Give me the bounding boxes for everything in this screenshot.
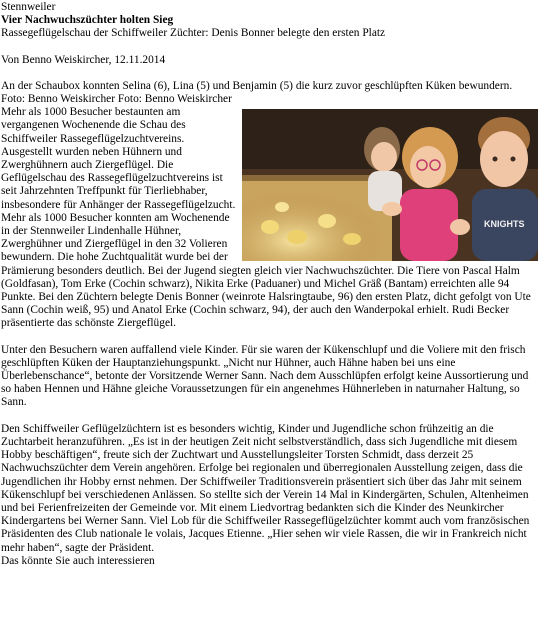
paragraph-text: Mehr als 1000 Besucher bestaunten am vergangenen Wochenende die Schau des Schiffweiler Rassegeflügelzuchtvereins. Ausgestellt wurden neben Hühnern und Zwerghühnern auch Ziergeflügel. Die Geflügelschau des Rassegeflügelzuchtvereins ist seit Jahrzehnten Treffpunkt für Tierliebhaber, insbesondere für Anhänger der Rassegeflügelzucht. Mehr als 1000 Besucher konnten am Wochenende in der Stennweiler Lindenhalle Hühner, Zwerghühner und Ziergeflügel in den 32 Volieren bewundern. Die hohe Zuchtqualität wurde bei der Prämierung besonders deutlich. Bei der Jugend siegten gleich vier Nachwuchszüchter. Die Tiere von Pascal Halm (Goldfasan), Tom Erke (Cochin schwarz), Nikita Erke (Paduaner) und Michel Gräß (Bantam) erreichten alle 94 Punkte. Bei den Züchtern belegte Denis Bonner (weinrote Halsringtaube, 96) den ersten Platz, dicht gefolgt von Ute Sann (Cochin weiß, 95) und Anatol Erke (Cochin schwarz, 94), der auch den Wanderpokal erhielt. Rudi Becker präsentierte das schönste Ziergeflügel. [1,106,531,330]
article-paragraph-1 [1,106,538,330]
article-subheadline: Rassegeflügelschau der Schiffweiler Züchter: Denis Bonner belegte den ersten Platz [1,27,386,40]
article [1,0,538,568]
photo-credit: Foto: Benno Weiskircher Foto: Benno Weiskircher [1,93,232,106]
article-paragraph-2: Unter den Besuchern waren auffallend viele Kinder. Für sie waren der Kükenschlupf und die Voliere mit den frisch geschlüpften Küken der Hauptanziehungspunkt. „Nicht nur Hühner, auch Hähne haben bei uns eine Überlebenschance“, betonte der Vorsitzende Werner Sann. Nach dem Ausschlüpfen erfolgt keine Aussortierung und so haben Hennen und Hähne gleiche Voraussetzungen für ein angenehmes Hühnerleben in naturnaher Haltung, so Sann. [1,343,529,409]
article-paragraph-3: Den Schiffweiler Geflügelzüchtern ist es besonders wichtig, Kinder und Jugendliche schon frühzeitig an die Zuchtarbeit heranzuführen. „Es ist in der heutigen Zeit nicht selbstverständlich, dass sich Jugendliche mit diesem Hobby beschäftigen“, freute sich der Zuchtwart und Ausstellungsleiter Torsten Schmidt, dass derzeit 25 Nachwuchszüchter dem Verein angehören. Erfolge bei regionalen und überregionalen Ausstellung zeigen, dass die Jugendlichen ihr Hobby ernst nehmen. Der Schiffweiler Traditionsverein präsentiert sich über das Jahr mit seinem Kükenschlupf bei verschiedenen Anlässen. So stellte sich der Verein 14 Mal in Kindergärten, Schulen, Altenheimen und bei Ferienfreizeiten der Gemeinde vor. Mit einem Liedvortrag bedankten sich die Kinder des Neunkircher Kindergartens bei Werner Sann. Viel Lob für die Schiffweiler Rassegeflügelzüchter kommt auch vom französischen Präsidenten des Club nationale le volais, Jacques Etienne. „Hier sehen wir viele Rassen, die wir in Frankreich nicht mehr haben“, sagte der Präsident. [1,422,530,554]
article-byline: Von Benno Weiskircher, 12.11.2014 [1,53,166,66]
shirt-text: KNIGHTS [484,219,525,230]
related-articles-link[interactable]: Das könnte Sie auch interessieren [1,554,155,567]
photo-caption: An der Schaubox konnten Selina (6), Lina (5) und Benjamin (5) die kurz zuvor geschlüpften Küken bewundern. [1,79,513,92]
article-headline: Vier Nachwuchszüchter holten Sieg [1,14,174,27]
children-chicks-photo [242,109,538,261]
article-kicker: Stennweiler [1,1,56,13]
article-photo [242,109,538,261]
